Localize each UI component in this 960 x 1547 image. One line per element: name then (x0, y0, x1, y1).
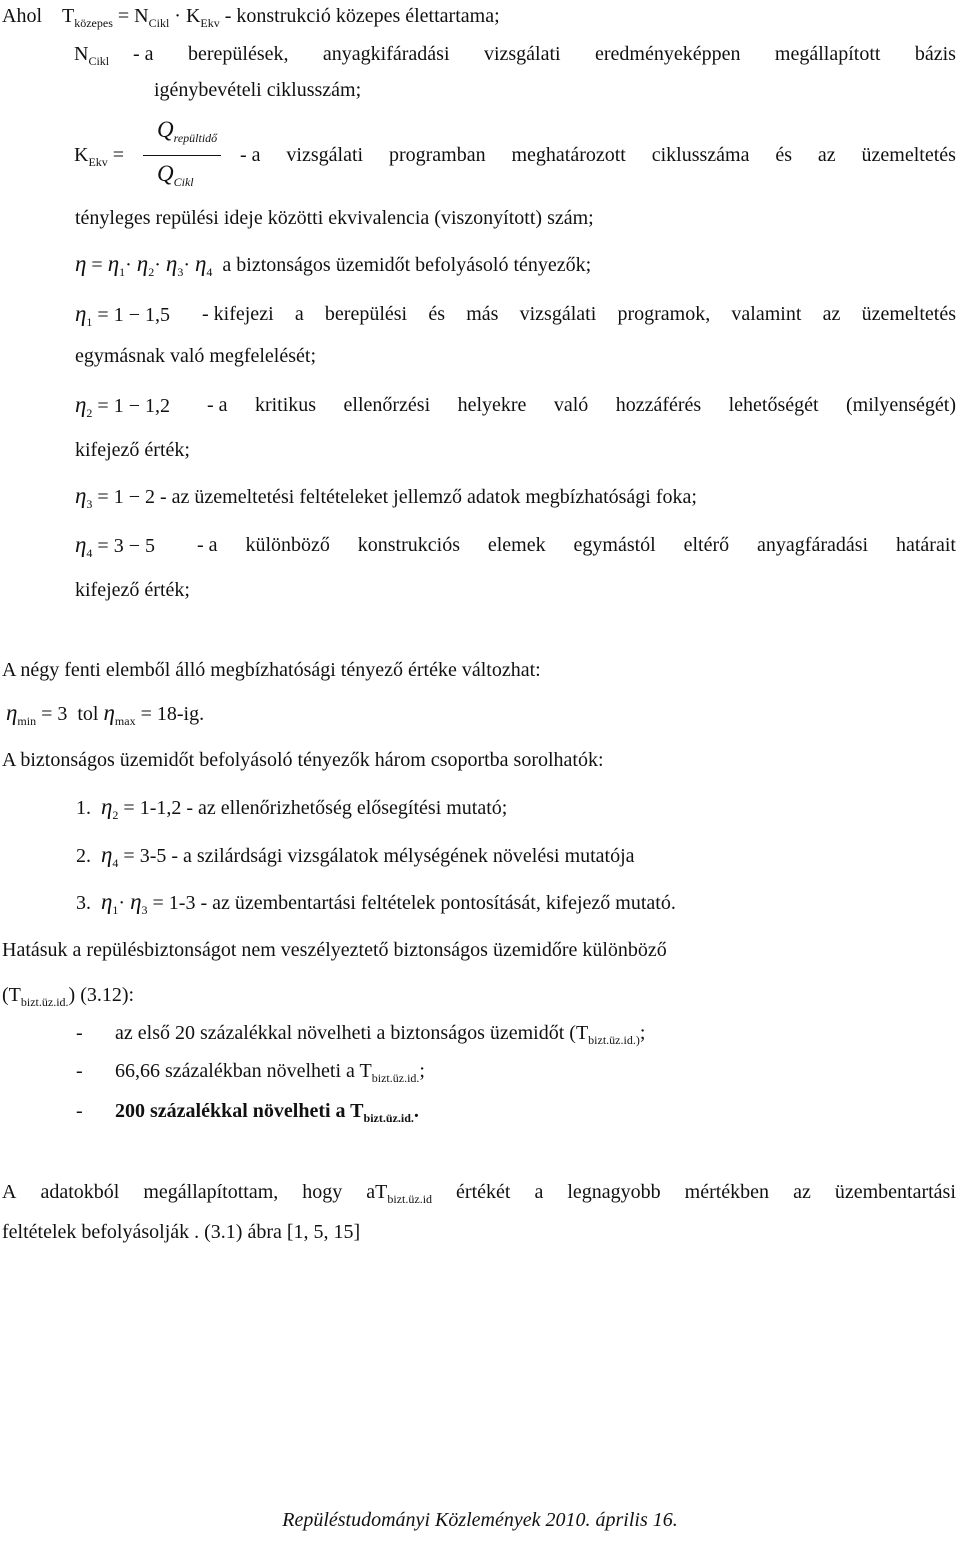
bullet-text: az első 20 százalékkal növelheti a biztonságos üzemidőt (T (115, 1022, 589, 1044)
group-item-1 (76, 795, 507, 820)
n-letter: N (74, 43, 89, 65)
w: értékét (456, 1181, 511, 1203)
w: anyagkifáradási (322, 43, 450, 65)
group-item-3 (76, 890, 676, 915)
n-subscript: Cikl (148, 16, 170, 30)
w: a (534, 1181, 544, 1203)
kekv-desc (240, 143, 956, 167)
w: való (553, 394, 589, 416)
fraction-bar (143, 155, 221, 156)
eta-symbol: η (103, 700, 115, 725)
ncikl-line1 (133, 42, 956, 66)
punct: ; (639, 1022, 646, 1044)
fraction-denominator (157, 162, 194, 187)
sub: bizt.üz.id. (20, 995, 69, 1009)
page-footer: Repüléstudományi Közlemények 2010. április 16. (282, 1509, 678, 1531)
sub: 2 (112, 808, 119, 822)
bullet-dash: - (76, 1100, 83, 1122)
k-symbol: · K (174, 5, 201, 27)
eta-symbol: η (136, 251, 149, 276)
kekv-line2: tényleges repülési ideje közötti ekvivalencia (viszonyított) szám; (75, 207, 594, 229)
text: (T (2, 984, 21, 1006)
w: bázis (914, 43, 956, 65)
eta4-expr (75, 533, 155, 558)
w: egymástól (573, 534, 656, 556)
w: az (793, 1181, 811, 1203)
sub: 2 (148, 265, 155, 279)
eta-symbol: η (75, 483, 87, 508)
w: berepülési (324, 303, 408, 325)
sub: 3 (141, 903, 148, 917)
equals: = (91, 254, 103, 276)
bullet-text: 200 százalékkal növelheti a T (115, 1100, 364, 1122)
w: vizsgálati (483, 43, 561, 65)
bullet-text: 66,66 százalékban növelheti a T (115, 1060, 372, 1082)
paragraph-groups-intro: A biztonságos üzemidőt befolyásoló tényezők három csoportba sorolhatók: (2, 749, 604, 771)
w: üzemeltetés (861, 144, 956, 166)
w: legnagyobb (567, 1181, 661, 1203)
w: eredményeképpen (595, 43, 741, 65)
sub: max (114, 714, 136, 728)
item-number: 2. (76, 845, 91, 867)
w: hozzáférés (615, 394, 702, 416)
w: és (428, 303, 445, 325)
eta4-line2: kifejező érték; (75, 579, 190, 601)
eta-symbol: η (101, 794, 113, 819)
eta-symbol: η (101, 889, 113, 914)
w: adatokból (40, 1181, 120, 1203)
w: konstrukciós (357, 534, 460, 556)
eta-symbol: η (130, 889, 142, 914)
value: = 3 (41, 703, 68, 725)
eta-symbol: η (107, 251, 120, 276)
w: A (2, 1181, 17, 1203)
ncikl-symbol (74, 42, 109, 66)
w: vizsgálati (286, 144, 364, 166)
q-letter: Q (157, 161, 174, 186)
n-sub: Cikl (88, 54, 110, 68)
w: eltérő (683, 534, 730, 556)
sub: min (17, 714, 37, 728)
w: meghatározott (511, 144, 626, 166)
sub: 1 (86, 315, 93, 329)
w: a (294, 303, 304, 325)
eta-symbol: η (75, 251, 87, 276)
q-sub: Cikl (173, 175, 194, 189)
eta3-text: - az üzemeltetési feltételeket jellemző adatok megbízhatósági foka; (159, 486, 697, 508)
t-subscript: közepes (74, 16, 113, 30)
bullet-item-1 (115, 1021, 645, 1045)
eta2-expr (75, 393, 170, 418)
eta-symbol: η (165, 251, 178, 276)
fraction-numerator (157, 118, 217, 143)
eta1-line2: egymásnak való megfelelését; (75, 345, 317, 367)
eta-def-text: a biztonságos üzemidőt befolyásoló tényezők; (222, 254, 592, 276)
w: ciklusszáma (651, 144, 750, 166)
paragraph-conclusion-line2: feltételek befolyásolják . (3.1) ábra [1, 5, 15] (2, 1221, 361, 1243)
sub: 3 (86, 497, 93, 511)
sub: 4 (206, 265, 213, 279)
ncikl-line2: igénybevételi ciklusszám; (154, 79, 362, 101)
item-text: = 1-1,2 - az ellenőrizhetőség elősegítési mutató; (123, 797, 508, 819)
eta4-desc (197, 533, 956, 557)
w: kritikus (254, 394, 317, 416)
sub: 2 (86, 406, 93, 420)
eta-symbol: η (6, 700, 18, 725)
w: berepülések, (187, 43, 289, 65)
paragraph-conclusion-line1 (2, 1180, 956, 1204)
w: (milyenségét) (846, 394, 956, 416)
w: elemek (487, 534, 546, 556)
w: határait (895, 534, 956, 556)
w: hogy (302, 1181, 343, 1203)
equals: = (112, 144, 125, 166)
range: = 1 − 1,2 (97, 395, 170, 417)
eta-symbol: η (194, 251, 207, 276)
text: ) (3.12): (68, 984, 135, 1006)
sub: 4 (86, 546, 93, 560)
paragraph-effect-line2 (2, 983, 134, 1007)
item-text: = 3-5 - a szilárdsági vizsgálatok mélységének növelési mutatója (123, 845, 635, 867)
w: - a (133, 43, 154, 65)
paragraph-effect-line1: Hatásuk a repülésbiztonságot nem veszélyeztető biztonságos üzemidőre különböző (2, 939, 667, 961)
eta1-desc (202, 302, 956, 326)
line-ahol (2, 4, 500, 28)
range: = 3 − 5 (97, 535, 155, 557)
sub: 4 (112, 856, 119, 870)
w: - kifejezi (202, 303, 274, 325)
w: és (775, 144, 793, 166)
q-letter: Q (157, 117, 174, 142)
w: - a (240, 144, 261, 166)
sub: 3 (177, 265, 184, 279)
w: anyagfáradási (757, 534, 869, 556)
eta-symbol: η (75, 392, 87, 417)
w: programok, (617, 303, 711, 325)
eta1-expr (75, 302, 170, 327)
bullet-item-3 (115, 1099, 419, 1123)
eta-symbol: η (75, 301, 87, 326)
bullet-item-2 (115, 1059, 425, 1083)
equals: = (117, 5, 130, 27)
w: megállapítottam, (143, 1181, 279, 1203)
w: - a (197, 534, 218, 556)
item-text: = 1-3 - az üzembentartási feltételek pontosítását, kifejező mutató. (152, 892, 676, 914)
w: lehetőségét (728, 394, 819, 416)
w: megállapított (774, 43, 881, 65)
item-number: 1. (76, 797, 91, 819)
kekv-lhs (74, 143, 124, 167)
w: valamint (731, 303, 802, 325)
q-sub: repültidő (173, 131, 218, 145)
range: = 1 − 2 (97, 486, 155, 508)
dot: · (183, 254, 190, 276)
t-symbol: T (62, 5, 75, 27)
eta-symbol: η (75, 532, 87, 557)
eta2-desc (207, 393, 956, 417)
k-letter: K (74, 144, 89, 166)
w: az (822, 303, 841, 325)
dot: · (154, 254, 161, 276)
w: az (817, 144, 836, 166)
k-subscript: Ekv (200, 16, 220, 30)
w: üzemeltetés (861, 303, 956, 325)
sub: bizt.üz.id. (363, 1111, 414, 1125)
punct: ; (419, 1060, 425, 1082)
bullet-dash: - (76, 1060, 83, 1082)
word: tol (77, 703, 99, 725)
eta-definition (75, 252, 591, 277)
sub: 1 (119, 265, 126, 279)
eta2-line2: kifejező érték; (75, 439, 190, 461)
w: más (466, 303, 499, 325)
paragraph-range-intro: A négy fenti elemből álló megbízhatósági tényező értéke változhat: (2, 659, 541, 681)
item-number: 3. (76, 892, 91, 914)
w: programban (388, 144, 486, 166)
value: = 18-ig. (140, 703, 205, 725)
eta3-line (75, 484, 697, 509)
n-symbol: N (134, 5, 149, 27)
w-at (366, 1180, 432, 1204)
k-sub: Ekv (88, 155, 108, 169)
w: mértékben (684, 1181, 770, 1203)
w: helyekre (457, 394, 527, 416)
w: ellenőrzési (343, 394, 431, 416)
sub: 1 (112, 903, 119, 917)
range: = 1 − 1,5 (97, 304, 170, 326)
sub: bizt.üz.id. (371, 1071, 420, 1085)
w: különböző (245, 534, 330, 556)
sub: bizt.üz.id.) (588, 1033, 640, 1047)
sub: bizt.üz.id (387, 1192, 433, 1206)
eta-range (6, 701, 204, 726)
dot: · (125, 254, 132, 276)
ahol-description: - konstrukció közepes élettartama; (224, 5, 500, 27)
bullet-dash: - (76, 1022, 83, 1044)
text: aT (366, 1181, 388, 1203)
eta-symbol: η (101, 842, 113, 867)
w: vizsgálati (519, 303, 597, 325)
dot: · (118, 892, 126, 914)
word-ahol: Ahol (2, 5, 42, 27)
group-item-2 (76, 843, 635, 868)
punct: . (413, 1100, 419, 1122)
w: üzembentartási (834, 1181, 956, 1203)
w: - a (207, 394, 228, 416)
kekv-fraction (143, 118, 221, 198)
